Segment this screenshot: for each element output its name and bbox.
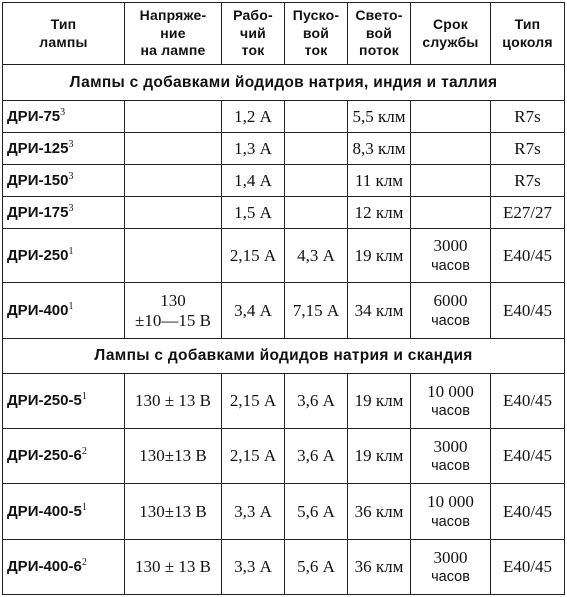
flux-cell: 11 клм	[348, 165, 411, 197]
lamp-name: ДРИ-250-6	[7, 447, 82, 465]
flux-cell: 36 клм	[348, 484, 411, 540]
flux-cell: 36 клм	[348, 540, 411, 595]
lamp-name-cell	[3, 165, 125, 197]
header-voltage: Напряже- ние на лампе	[125, 3, 222, 65]
service-life-unit: часов	[431, 403, 470, 420]
lamp-name: ДРИ-150	[7, 171, 69, 189]
flux-cell: 19 клм	[348, 429, 411, 484]
service-life-cell	[411, 374, 491, 429]
base-type-cell: R7s	[491, 133, 565, 165]
table-row	[3, 540, 565, 595]
table-row	[3, 133, 565, 165]
start-current-cell: 3,6 А	[285, 374, 348, 429]
base-type-cell: E40/45	[491, 484, 565, 540]
table-row	[3, 283, 565, 339]
voltage-cell	[125, 374, 222, 429]
service-life-value: 3000	[433, 547, 468, 567]
start-current-cell	[285, 101, 348, 133]
service-life-cell	[411, 165, 491, 197]
table-row	[3, 165, 565, 197]
start-current-cell	[285, 165, 348, 197]
section-title: Лампы с добавками йодидов натрия, индия и таллия	[3, 65, 565, 101]
start-current-cell: 5,6 А	[285, 484, 348, 540]
work-current-cell: 3,3 А	[222, 484, 285, 540]
work-current-cell: 2,15 А	[222, 374, 285, 429]
flux-cell: 19 клм	[348, 229, 411, 283]
voltage-cell	[125, 429, 222, 484]
header-light-flux: Свето- вой поток	[348, 3, 411, 65]
service-life-cell	[411, 133, 491, 165]
lamp-name: ДРИ-250	[7, 246, 69, 264]
lamp-footnote-mark: 1	[81, 391, 87, 403]
base-type-cell: R7s	[491, 101, 565, 133]
service-life-unit: часов	[431, 458, 470, 475]
lamp-name-cell	[3, 101, 125, 133]
base-type-cell: E40/45	[491, 374, 565, 429]
service-life-unit: часов	[431, 257, 470, 274]
service-life-value: 3000	[433, 236, 468, 256]
table-row	[3, 101, 565, 133]
lamp-footnote-mark: 2	[81, 557, 87, 569]
base-type-cell: E27/27	[491, 197, 565, 229]
work-current-cell: 1,5 А	[222, 197, 285, 229]
service-life-cell	[411, 229, 491, 283]
lamp-footnote-mark: 3	[60, 106, 66, 118]
voltage-cell	[125, 101, 222, 133]
lamp-footnote-mark: 1	[68, 245, 74, 257]
service-life-value: 6000	[433, 291, 468, 311]
start-current-cell: 7,15 А	[285, 283, 348, 339]
base-type-cell: E40/45	[491, 429, 565, 484]
lamp-name-cell	[3, 283, 125, 339]
lamp-name: ДРИ-400	[7, 301, 69, 319]
service-life-value: 3000	[433, 436, 468, 456]
work-current-cell: 1,4 А	[222, 165, 285, 197]
lamp-table	[2, 2, 565, 595]
table-row	[3, 429, 565, 484]
work-current-cell: 2,15 А	[222, 229, 285, 283]
lamp-name: ДРИ-75	[7, 107, 61, 125]
lamp-name-cell	[3, 133, 125, 165]
voltage-cell	[125, 197, 222, 229]
voltage-cell	[125, 133, 222, 165]
service-life-cell	[411, 540, 491, 595]
lamp-name: ДРИ-250-5	[7, 392, 82, 410]
voltage-cell	[125, 283, 222, 339]
voltage-line: 130 ± 13 В	[135, 557, 211, 577]
voltage-line: 130 ± 13 В	[135, 391, 211, 411]
section-row	[3, 65, 565, 101]
header-row	[3, 3, 565, 65]
flux-cell: 8,3 клм	[348, 133, 411, 165]
service-life-unit: часов	[431, 312, 470, 329]
start-current-cell: 4,3 А	[285, 229, 348, 283]
work-current-cell: 1,3 А	[222, 133, 285, 165]
header-service-life: Срок службы	[411, 3, 491, 65]
service-life-value: 10 000	[427, 492, 474, 512]
lamp-name: ДРИ-175	[7, 203, 69, 221]
table-row	[3, 374, 565, 429]
service-life-unit: часов	[431, 569, 470, 586]
start-current-cell: 3,6 А	[285, 429, 348, 484]
base-type-cell: E40/45	[491, 229, 565, 283]
lamp-name-cell	[3, 229, 125, 283]
lamp-name: ДРИ-400-6	[7, 558, 82, 576]
service-life-cell	[411, 197, 491, 229]
flux-cell: 5,5 клм	[348, 101, 411, 133]
voltage-cell	[125, 540, 222, 595]
base-type-cell: E40/45	[491, 283, 565, 339]
start-current-cell	[285, 197, 348, 229]
service-life-cell	[411, 101, 491, 133]
work-current-cell: 3,3 А	[222, 540, 285, 595]
work-current-cell: 1,2 А	[222, 101, 285, 133]
header-base-type: Тип цоколя	[491, 3, 565, 65]
start-current-cell	[285, 133, 348, 165]
voltage-line: 130±13 В	[139, 501, 207, 521]
flux-cell: 12 клм	[348, 197, 411, 229]
flux-cell: 34 клм	[348, 283, 411, 339]
lamp-name-cell	[3, 374, 125, 429]
service-life-cell	[411, 283, 491, 339]
voltage-line: 130±13 В	[139, 446, 207, 466]
section-title: Лампы с добавками йодидов натрия и скандия	[3, 339, 565, 374]
lamp-name-cell	[3, 429, 125, 484]
base-type-cell: E40/45	[491, 540, 565, 595]
lamp-name-cell	[3, 484, 125, 540]
work-current-cell: 3,4 А	[222, 283, 285, 339]
table-row	[3, 229, 565, 283]
service-life-cell	[411, 484, 491, 540]
service-life-unit: часов	[431, 513, 470, 530]
voltage-cell	[125, 165, 222, 197]
base-type-cell: R7s	[491, 165, 565, 197]
table-row	[3, 484, 565, 540]
lamp-footnote-mark: 2	[81, 446, 87, 458]
service-life-value: 10 000	[427, 381, 474, 401]
lamp-name: ДРИ-125	[7, 139, 69, 157]
table-row	[3, 197, 565, 229]
lamp-footnote-mark: 3	[68, 202, 74, 214]
lamp-footnote-mark: 1	[81, 501, 87, 513]
lamp-name-cell	[3, 540, 125, 595]
section-row	[3, 339, 565, 374]
service-life-cell	[411, 429, 491, 484]
header-work-current: Рабо- чий ток	[222, 3, 285, 65]
lamp-footnote-mark: 3	[68, 170, 74, 182]
lamp-footnote-mark: 1	[68, 300, 74, 312]
start-current-cell: 5,6 А	[285, 540, 348, 595]
header-lamp-type: Тип лампы	[3, 3, 125, 65]
flux-cell: 19 клм	[348, 374, 411, 429]
voltage-line: 130	[160, 290, 186, 310]
header-start-current: Пуско- вой ток	[285, 3, 348, 65]
voltage-cell	[125, 484, 222, 540]
voltage-cell	[125, 229, 222, 283]
work-current-cell: 2,15 А	[222, 429, 285, 484]
lamp-footnote-mark: 3	[68, 138, 74, 150]
lamp-name-cell	[3, 197, 125, 229]
voltage-line: ±10—15 В	[135, 310, 211, 330]
lamp-name: ДРИ-400-5	[7, 502, 82, 520]
